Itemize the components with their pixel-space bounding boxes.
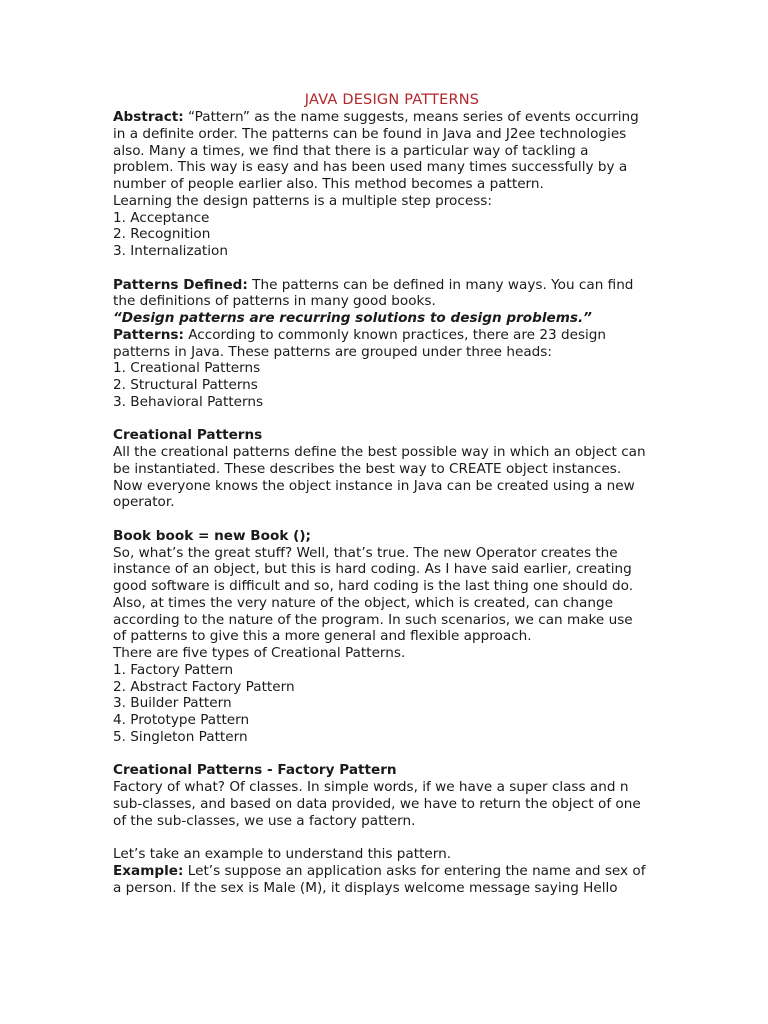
- creational-line-4: operator.: [113, 494, 175, 511]
- list-item: 1. Acceptance: [113, 209, 210, 226]
- abstract-section: [113, 109, 665, 260]
- abstract-line-1: [113, 109, 665, 126]
- paragraph-gap: [113, 511, 665, 528]
- abstract-line-6: Learning the design patterns is a multiple step process:: [113, 192, 492, 209]
- example-text: Let’s suppose an application asks for entering the name and sex of: [183, 862, 646, 879]
- patterns-defined-section: [113, 277, 665, 411]
- list-item: 3. Builder Pattern: [113, 695, 232, 712]
- example-line-1: [113, 863, 665, 880]
- example-label: Example:: [113, 862, 184, 879]
- abstract-line-2: in a definite order. The patterns can be found in Java and J2ee technologies: [113, 125, 627, 142]
- creational-line-2: be instantiated. These describes the best way to CREATE object instances.: [113, 460, 622, 477]
- code-text-line-5: according to the nature of the program. In such scenarios, we can make use: [113, 611, 633, 628]
- paragraph-gap: [113, 746, 665, 763]
- document-title: JAVA DESIGN PATTERNS: [304, 92, 480, 108]
- paragraph-gap: [113, 411, 665, 428]
- creational-heading: Creational Patterns: [113, 427, 263, 444]
- code-line: Book book = new Book ();: [113, 527, 311, 544]
- factory-line-3: of the sub-classes, we use a factory pattern.: [113, 812, 416, 829]
- patterns-label: Patterns:: [113, 326, 184, 343]
- patterns-defined-text: The patterns can be defined in many ways. You can find: [247, 276, 634, 293]
- patterns-line-2: patterns in Java. These patterns are grouped under three heads:: [113, 343, 552, 360]
- list-item: 4. Prototype Pattern: [113, 712, 250, 728]
- example-line-2: a person. If the sex is Male (M), it displays welcome message saying Hello: [113, 879, 618, 896]
- code-text-line-2: instance of an object, but this is hard coding. As I have said earlier, creating: [113, 561, 632, 578]
- paragraph-gap: [113, 829, 665, 846]
- patterns-line-1: [113, 327, 665, 344]
- code-text-line-7: There are five types of Creational Patterns.: [113, 645, 406, 661]
- creational-section: [113, 427, 665, 511]
- abstract-line-4: problem. This way is easy and has been used many times successfully by a: [113, 159, 628, 176]
- factory-line-1: Factory of what? Of classes. In simple words, if we have a super class and n: [113, 779, 629, 795]
- code-text-line-6: of patterns to give this a more general and flexible approach.: [113, 628, 532, 645]
- code-text-line-1: So, what’s the great stuff? Well, that’s true. The new Operator creates the: [113, 544, 618, 561]
- code-text-line-4: Also, at times the very nature of the object, which is created, can change: [113, 594, 613, 611]
- abstract-label: Abstract:: [113, 109, 184, 125]
- patterns-defined-label: Patterns Defined:: [113, 276, 248, 293]
- list-item: 2. Abstract Factory Pattern: [113, 678, 295, 695]
- list-item: 2. Recognition: [113, 226, 211, 243]
- patterns-defined-line-1: [113, 277, 665, 294]
- creational-line-1: All the creational patterns define the best possible way in which an object can: [113, 444, 646, 460]
- design-patterns-quote: “Design patterns are recurring solutions to design problems.”: [113, 310, 592, 326]
- creational-line-3: Now everyone knows the object instance in Java can be created using a new: [113, 477, 635, 494]
- factory-heading: Creational Patterns - Factory Pattern: [113, 762, 397, 779]
- patterns-defined-line-2: the definitions of patterns in many good books.: [113, 293, 436, 310]
- abstract-line-5: number of people earlier also. This method becomes a pattern.: [113, 176, 544, 192]
- factory-line-2: sub-classes, and based on data provided, we have to return the object of one: [113, 795, 641, 812]
- paragraph-gap: [113, 260, 665, 277]
- list-item: 3. Behavioral Patterns: [113, 393, 264, 410]
- abstract-text: “Pattern” as the name suggests, means series of events occurring: [183, 109, 639, 125]
- code-text-line-3: good software is difficult and so, hard coding is the last thing one should do.: [113, 578, 634, 594]
- code-section: [113, 528, 665, 746]
- factory-intro: Let’s take an example to understand this pattern.: [113, 846, 452, 862]
- document-page: [113, 91, 665, 896]
- factory-section: [113, 762, 665, 896]
- list-item: 1. Creational Patterns: [113, 360, 261, 377]
- list-item: 5. Singleton Pattern: [113, 728, 248, 745]
- patterns-text: According to commonly known practices, there are 23 design: [183, 326, 607, 343]
- list-item: 3. Internalization: [113, 243, 228, 259]
- abstract-line-3: also. Many a times, we find that there is a particular way of tackling a: [113, 142, 589, 159]
- list-item: 1. Factory Pattern: [113, 661, 234, 678]
- list-item: 2. Structural Patterns: [113, 377, 258, 393]
